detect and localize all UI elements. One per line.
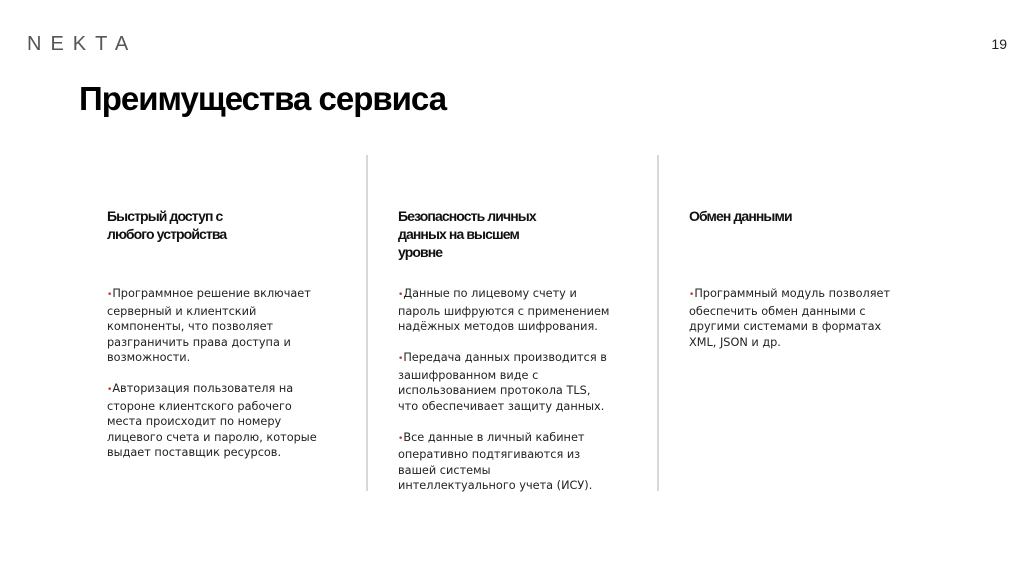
- bullet-text: надёжных методов шифрования.: [398, 320, 598, 333]
- bullet-text: возможности.: [107, 351, 191, 364]
- bullet-line: [107, 414, 357, 430]
- heading-line: уровне: [398, 244, 443, 260]
- column-data-exchange: [689, 207, 939, 366]
- bullet-text: Программное решение включает: [112, 287, 311, 300]
- bullet-text: стороне клиентского рабочего: [107, 399, 292, 413]
- bullet-text: компоненты, что позволяет: [107, 320, 274, 333]
- bullet-line: [107, 335, 357, 351]
- column-heading: [107, 207, 357, 286]
- bullet-dot-icon: •: [398, 354, 404, 364]
- bullet-line: [398, 430, 648, 448]
- bullet-text: зашифрованном виде с: [398, 368, 539, 382]
- bullet-dot-icon: •: [107, 290, 113, 300]
- bullet-text: что обеспечивает защиту данных.: [398, 399, 605, 413]
- bullet-line: [107, 430, 357, 446]
- bullet-line: [689, 286, 939, 304]
- bullet-dot-icon: •: [689, 290, 695, 300]
- bullet-text: Данные по лицевому счету и: [403, 287, 577, 300]
- column-fast-access: [107, 207, 357, 476]
- bullet-line: [107, 304, 357, 320]
- bullet-text: Передача данных производится в: [403, 351, 607, 364]
- bullet-dot-icon: •: [398, 433, 404, 444]
- page-number: 19: [991, 36, 1007, 52]
- bullet-line: [689, 335, 939, 351]
- bullet-line: [107, 445, 357, 461]
- bullet-line: [107, 350, 357, 366]
- bullet-line: [398, 350, 648, 368]
- bullet-item: [107, 381, 357, 461]
- bullet-text: вашей системы: [398, 463, 491, 477]
- bullet-line: [398, 304, 648, 320]
- nekta-logo: NEKTA: [27, 33, 138, 55]
- bullet-line: [398, 447, 648, 463]
- bullet-item: [398, 350, 648, 414]
- bullet-line: [398, 368, 648, 384]
- bullet-text: обеспечить обмен данными с: [689, 304, 866, 318]
- bullet-line: [107, 381, 357, 399]
- bullet-text: Все данные в личный кабинет: [403, 430, 585, 444]
- bullet-text: другими системами в форматах: [689, 320, 882, 333]
- heading-line: данных на высшем: [398, 226, 519, 242]
- bullet-line: [107, 319, 357, 335]
- bullet-item: [689, 286, 939, 350]
- bullet-text: использованием протокола TLS,: [398, 384, 591, 397]
- bullet-item: [398, 430, 648, 494]
- bullet-line: [398, 399, 648, 415]
- bullet-text: интеллектуального учета (ИСУ).: [398, 479, 593, 492]
- bullet-line: [689, 319, 939, 335]
- heading-line: Обмен данными: [689, 208, 792, 224]
- bullet-line: [107, 286, 357, 304]
- page-title: Преимущества сервиса: [79, 80, 447, 117]
- bullet-line: [398, 478, 648, 494]
- bullet-line: [398, 319, 648, 335]
- column-security: [398, 207, 648, 509]
- bullet-text: серверный и клиентский: [107, 304, 257, 318]
- bullet-text: пароль шифруются с применением: [398, 304, 610, 318]
- bullet-text: разграничить права доступа и: [107, 335, 291, 349]
- heading-line: Быстрый доступ с: [107, 208, 223, 224]
- bullet-item: [398, 286, 648, 335]
- bullet-text: XML, JSON и др.: [689, 335, 781, 349]
- bullet-text: места происходит по номеру: [107, 415, 282, 428]
- bullet-item: [107, 286, 357, 366]
- bullet-text: Программный модуль позволяет: [694, 287, 891, 300]
- column-heading: [689, 207, 939, 286]
- column-divider: [366, 155, 368, 491]
- bullet-text: выдает поставщик ресурсов.: [107, 446, 282, 459]
- column-divider: [657, 155, 659, 491]
- heading-line: любого устройства: [107, 226, 227, 242]
- bullet-line: [689, 304, 939, 320]
- bullet-dot-icon: •: [107, 385, 113, 395]
- bullet-line: [398, 286, 648, 304]
- bullet-text: Авторизация пользователя на: [112, 382, 294, 395]
- bullet-text: оперативно подтягиваются из: [398, 448, 581, 461]
- bullet-dot-icon: •: [398, 290, 404, 300]
- bullet-line: [107, 399, 357, 415]
- column-heading: [398, 207, 648, 286]
- bullet-line: [398, 463, 648, 479]
- bullet-text: лицевого счета и паролю, которые: [107, 430, 317, 444]
- bullet-line: [398, 383, 648, 399]
- heading-line: Безопасность личных: [398, 208, 536, 224]
